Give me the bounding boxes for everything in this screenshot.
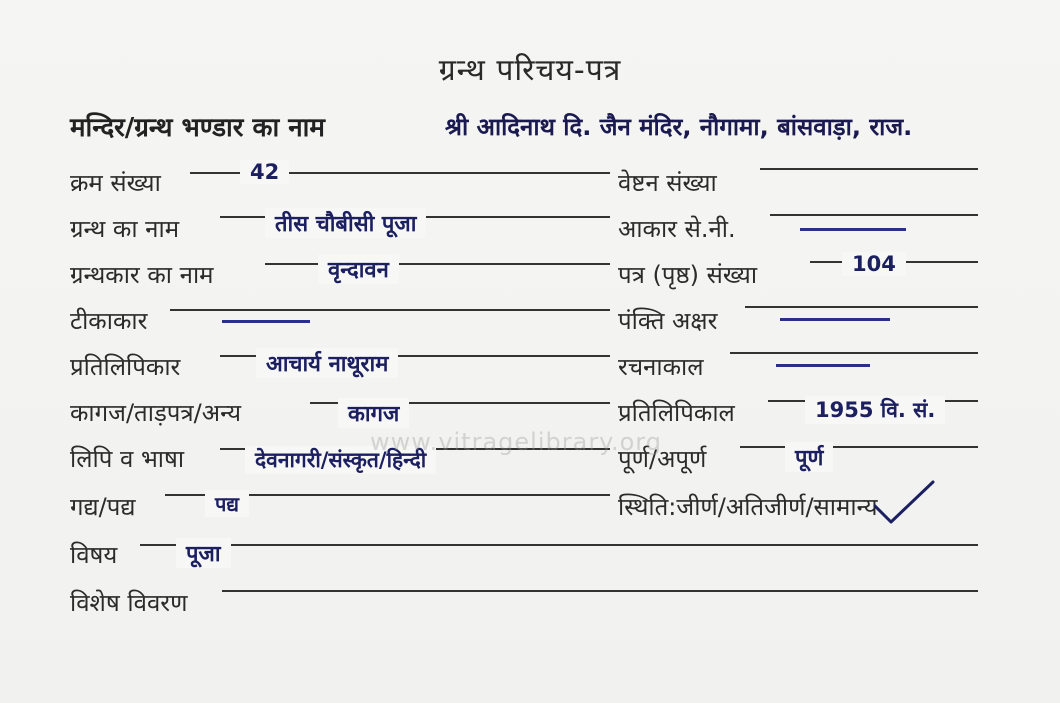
rule-line: [140, 544, 978, 546]
page-count-value: 104: [842, 252, 906, 276]
checkmark-icon: [873, 480, 935, 526]
serial-number-value: 42: [240, 160, 289, 184]
blank-mark: [222, 320, 310, 323]
size-label: आकार से.नी.: [618, 215, 736, 243]
material-label: कागज/ताड़पत्र/अन्य: [70, 399, 242, 427]
script-language-value: देवनागरी/संस्कृत/हिन्दी: [245, 446, 436, 474]
serial-number-label: क्रम संख्या: [70, 169, 161, 197]
blank-mark: [780, 318, 890, 321]
prose-verse-label: गद्य/पद्य: [70, 493, 136, 521]
special-description-label: विशेष विवरण: [70, 589, 188, 617]
author-name-label: ग्रन्थकार का नाम: [70, 261, 214, 289]
prose-verse-value: पद्य: [205, 490, 249, 517]
temple-name-label: मन्दिर/ग्रन्थ भण्डार का नाम: [70, 113, 325, 143]
book-name-label: ग्रन्थ का नाम: [70, 215, 180, 243]
line-letters-label: पंक्ति अक्षर: [618, 307, 718, 335]
page-count-label: पत्र (पृष्ठ) संख्या: [618, 261, 758, 289]
subject-value: पूजा: [176, 538, 231, 568]
rule-line: [170, 309, 610, 311]
rule-line: [745, 306, 978, 308]
blank-mark: [776, 364, 870, 367]
material-value: कागज: [338, 398, 409, 428]
rule-line: [265, 263, 610, 265]
copyist-value: आचार्य नाथूराम: [256, 348, 398, 378]
book-name-value: तीस चौबीसी पूजा: [265, 208, 426, 238]
rule-line: [740, 446, 978, 448]
script-language-label: लिपि व भाषा: [70, 445, 185, 473]
copyist-label: प्रतिलिपिकार: [70, 353, 181, 381]
watermark: www.vitragelibrary.org: [370, 428, 662, 456]
rule-line: [760, 168, 978, 170]
blank-mark: [800, 228, 906, 231]
complete-incomplete-label: पूर्ण/अपूर्ण: [618, 445, 707, 473]
author-name-value: वृन्दावन: [318, 254, 399, 284]
copy-period-value: 1955 वि. सं.: [805, 396, 945, 424]
commentator-label: टीकाकार: [70, 307, 148, 335]
condition-label: स्थिति:जीर्ण/अतिजीर्ण/सामान्य: [618, 493, 878, 521]
subject-label: विषय: [70, 541, 118, 569]
rule-line: [222, 590, 978, 592]
complete-incomplete-value: पूर्ण: [785, 442, 833, 472]
temple-name-value: श्री आदिनाथ दि. जैन मंदिर, नौगामा, बांसवाड़ा, राज.: [445, 113, 913, 141]
wrapper-number-label: वेष्टन संख्या: [618, 169, 717, 197]
card-title: ग्रन्थ परिचय-पत्र: [438, 53, 622, 88]
rule-line: [770, 214, 978, 216]
composition-period-label: रचनाकाल: [618, 353, 704, 381]
copy-period-label: प्रतिलिपिकाल: [618, 399, 735, 427]
rule-line: [730, 352, 978, 354]
